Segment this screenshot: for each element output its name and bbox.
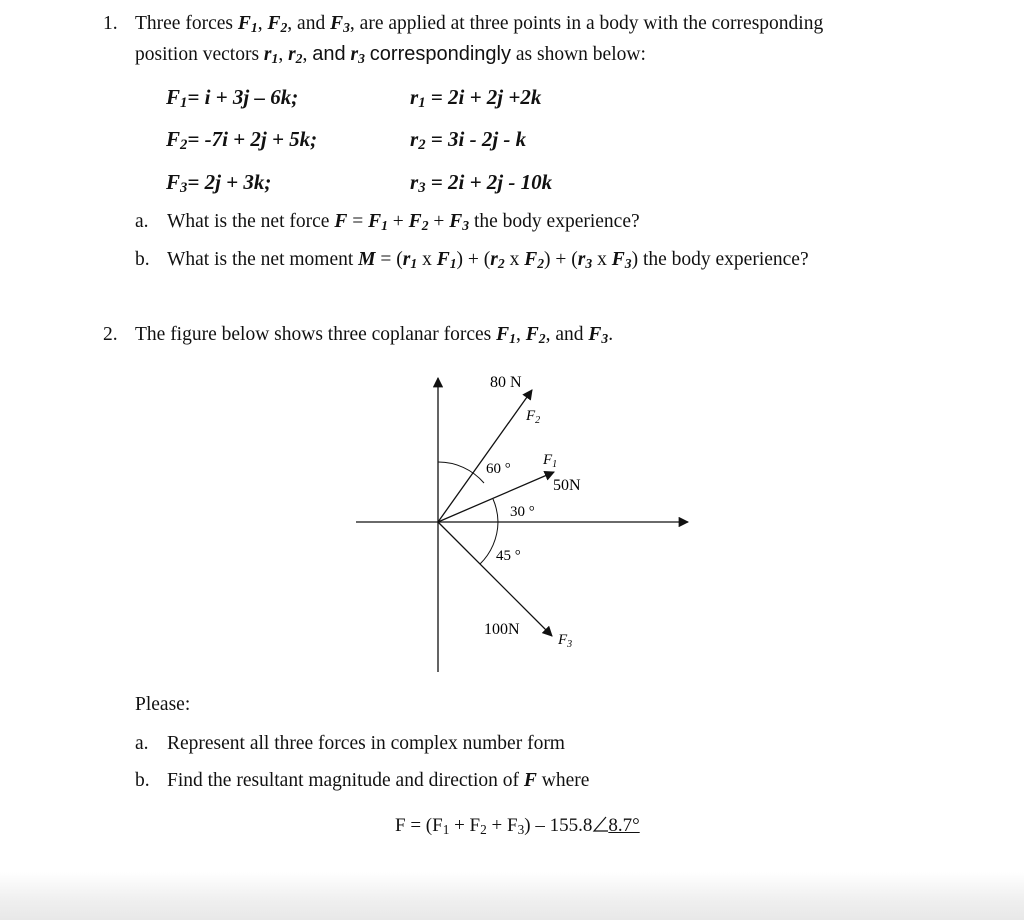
q1-intro-line2: position vectors $r_1$, $r_2$, and $r_3$ correspondingly as shown below: <box>135 43 646 66</box>
label-F3: $F_3$ <box>558 632 573 650</box>
q2-part-a: a. Represent all three forces in complex number form <box>135 733 565 754</box>
label-80N: 80 N <box>490 374 522 391</box>
q2-please: Please: <box>135 694 191 715</box>
angle-arc-30 <box>493 499 498 522</box>
equation-F3: $F_3= 2j + 3k$; <box>166 170 272 196</box>
resultant-formula: $F = (F_1 + F_2 + F_3) - 155.8$ 8.7° <box>395 815 640 837</box>
equation-r3: $r_3 = 2i + 2j - 10k$ <box>410 170 553 196</box>
equation-r2: $r_2 = 3i - 2j - k$ <box>410 127 527 153</box>
label-F1: $F_1$ <box>543 452 558 470</box>
angle-symbol-icon <box>592 815 608 833</box>
page-bottom-shadow <box>0 872 1024 920</box>
label-50N: 50N <box>553 477 581 494</box>
force-diagram <box>340 360 700 680</box>
q1-part-a: a. What is the net force $F = F_1 + F_2 + F_3$ the body experience? <box>135 211 640 233</box>
label-100N: 100N <box>484 621 520 638</box>
label-30deg: 30 ° <box>510 504 535 520</box>
q2-intro: 2. The figure below shows three coplanar forces $F_1$, $F_2$, and $F_3$. <box>103 324 614 346</box>
equation-r1: $r_1 = 2i + 2j +2k$ <box>410 85 542 111</box>
q1-intro-line1: 1. Three forces $F_1$, $F_2$, and $F_3$, are applied at three points in a body with the corresponding <box>103 13 824 35</box>
label-60deg: 60 ° <box>486 461 511 477</box>
angle-arc-60 <box>438 462 484 483</box>
q1-part-b: b. What is the net moment $M = (r_1$ x $F_1) + (r_2$ x $F_2) + (r_3$ x $F_3$) the body experience? <box>135 249 809 271</box>
equation-F2: $F_2= -7i + 2j + 5k$; <box>166 127 318 153</box>
label-F2: $F_2$ <box>526 408 541 426</box>
q2-part-b: b. Find the resultant magnitude and direction of F where <box>135 770 590 791</box>
equation-F1: $F_1= i + 3j - 6k$; <box>166 85 299 111</box>
label-45deg: 45 ° <box>496 548 521 564</box>
